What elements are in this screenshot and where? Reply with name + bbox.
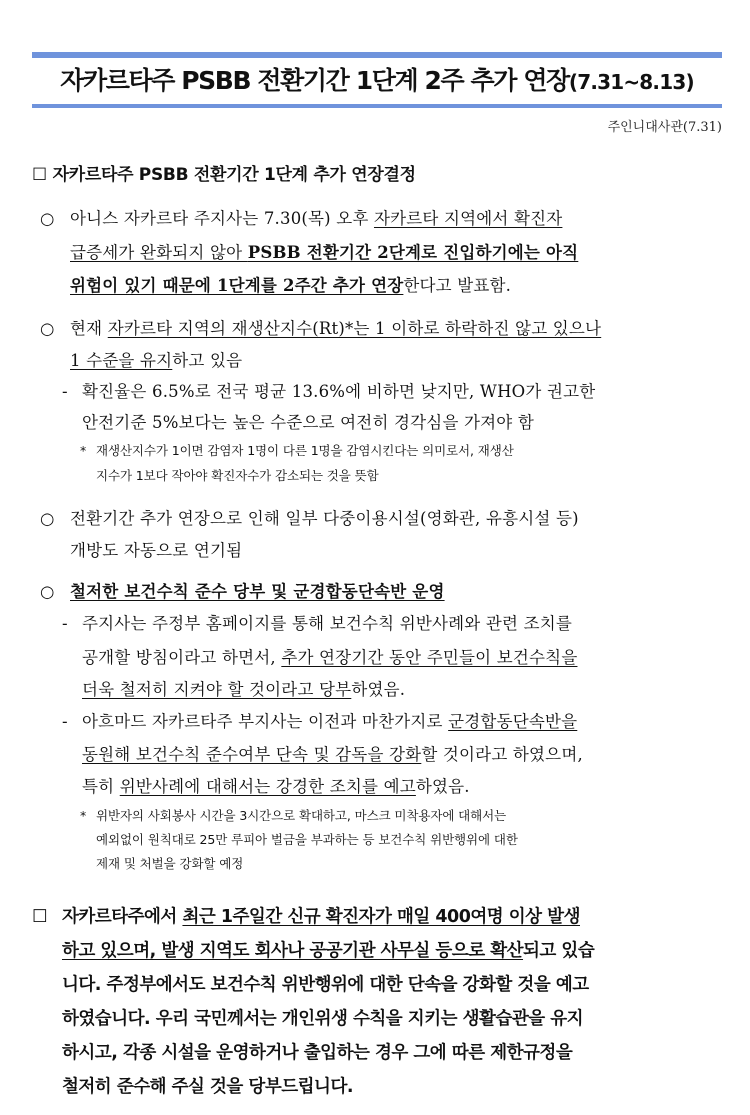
p2-line1 xyxy=(40,315,601,339)
p2-note-text: 지수가 1보다 작아야 확진자수가 감소되는 것을 뜻함 xyxy=(96,468,379,483)
section2-line1 xyxy=(32,903,580,928)
section2-underlined: 하고 있으며, 발생 지역도 회사나 공공기관 사무실 등으로 확산 xyxy=(62,941,524,961)
p1-line1 xyxy=(40,205,562,229)
title-bottom-rule xyxy=(32,104,722,108)
circle-marker: ○ xyxy=(40,582,55,601)
p4-heading xyxy=(40,578,445,602)
p1-text: 한다고 발표함. xyxy=(403,276,512,295)
p4-sub1-text: 공개할 방침이라고 하면서, xyxy=(82,648,282,667)
p1-text: 아니스 자카르타 주지사는 7.30(목) 오후 xyxy=(70,209,374,228)
p2-sub-text: 안전기준 5%보다는 높은 수준으로 여전히 경각심을 가져야 함 xyxy=(82,413,535,432)
p4-sub1-text: 주지사는 주정부 홈페이지를 통해 보건수칙 위반사례와 관련 조치를 xyxy=(82,614,573,633)
p3-text: 개방도 자동으로 연기됨 xyxy=(70,541,243,560)
p4-sub2-text: 특히 xyxy=(82,777,120,796)
title-top-rule xyxy=(32,52,722,58)
page-title xyxy=(32,60,722,102)
section2-line5 xyxy=(62,1039,572,1064)
section2-line3 xyxy=(62,971,589,996)
section2-line4 xyxy=(62,1005,583,1030)
byline: 주인니대사관(7.31) xyxy=(607,120,722,135)
p4-heading-text: 철저한 보건수칙 준수 당부 및 군경합동단속반 운영 xyxy=(70,582,445,601)
p4-sub2-text: 하였음. xyxy=(415,777,470,796)
p4-sub2-line1 xyxy=(62,708,577,732)
p2-underlined: 1 수준을 유지 xyxy=(70,351,173,370)
p3-line1 xyxy=(40,505,579,529)
circle-marker: ○ xyxy=(40,509,55,528)
p2-note-line2 xyxy=(96,466,379,484)
section2-text: 하시고, 각종 시설을 운영하거나 출입하는 경우 그에 따른 제한규정을 xyxy=(62,1043,573,1063)
p2-note-text: 재생산지수가 1이면 감염자 1명이 다른 1명을 감염시킨다는 의미로서, 재생산 xyxy=(96,443,514,458)
section1-heading xyxy=(32,160,416,185)
p4-note-line1 xyxy=(80,806,506,824)
title-main: 자카르타주 PSBB 전환기간 1단계 2주 추가 연장 xyxy=(60,66,569,95)
p4-sub1-underlined: 더욱 철저히 지켜야 할 것이라고 당부 xyxy=(82,680,352,699)
p4-sub1-line2 xyxy=(82,644,577,668)
p4-sub2-underlined: 군경합동단속반을 xyxy=(448,712,578,731)
p4-note-line2 xyxy=(96,830,518,848)
p4-note-text: 위반자의 사회봉사 시간을 3시간으로 확대하고, 마스크 미착용자에 대해서는 xyxy=(96,808,507,823)
p3-line2 xyxy=(70,537,242,561)
p2-sub-line2 xyxy=(82,409,534,433)
p4-note-text: 예외없이 원칙대로 25만 루피아 벌금을 부과하는 등 보건수칙 위반행위에 대한 xyxy=(96,832,518,847)
p2-sub-text: 확진율은 6.5%로 전국 평균 13.6%에 비하면 낮지만, WHO가 권고한 xyxy=(82,382,596,401)
section2-text: 되고 있습 xyxy=(523,941,595,961)
p4-sub2-line3 xyxy=(82,773,470,797)
p4-sub2-text: 할 것이라고 하였으며, xyxy=(421,745,583,764)
p4-note-text: 제재 및 처벌을 강화할 예정 xyxy=(96,856,244,871)
p4-sub2-underlined: 위반사례에 대해서는 강경한 조치를 예고 xyxy=(119,777,416,796)
p2-text: 하고 있음 xyxy=(172,351,243,370)
section2-text: 철저히 준수해 주실 것을 당부드립니다. xyxy=(62,1077,353,1097)
dash-marker: - xyxy=(62,614,68,633)
circle-marker: ○ xyxy=(40,209,55,228)
section2-text: 자카르타주에서 xyxy=(62,907,183,927)
p1-underlined: 급증세가 완화되지 않아 xyxy=(70,243,248,262)
p4-sub2-underlined: 동원해 보건수칙 준수여부 단속 및 감독을 강화 xyxy=(82,745,422,764)
circle-marker: ○ xyxy=(40,319,55,338)
title-date: (7.31~8.13) xyxy=(568,70,694,94)
p4-note-line3 xyxy=(96,854,243,872)
dash-marker: - xyxy=(62,712,68,731)
section2-text: 니다. 주정부에서도 보건수칙 위반행위에 대한 단속을 강화할 것을 예고 xyxy=(62,975,589,995)
p1-line2 xyxy=(70,239,578,263)
section2-line2 xyxy=(62,937,594,962)
square-marker: ☐ xyxy=(32,907,48,927)
p2-underlined: 자카르타 지역의 재생산지수(Rt)*는 1 이하로 하락하진 않고 있으나 xyxy=(107,319,602,338)
p4-sub1-underlined: 추가 연장기간 동안 주민들이 보건수칙을 xyxy=(281,648,578,667)
p1-underlined: 자카르타 지역에서 확진자 xyxy=(373,209,563,228)
section1-heading-text: 자카르타주 PSBB 전환기간 1단계 추가 연장결정 xyxy=(52,165,416,185)
p2-sub-line1 xyxy=(62,378,595,402)
p2-note-line1 xyxy=(80,441,514,459)
p4-sub2-text: 아흐마드 자카르타주 부지사는 이전과 마찬가지로 xyxy=(82,712,449,731)
dash-marker: - xyxy=(62,382,68,401)
star-marker: * xyxy=(80,443,87,458)
p1-bold-underlined: 위험이 있기 때문에 1단계를 2주간 추가 연장 xyxy=(70,276,404,295)
square-marker: ☐ xyxy=(32,165,47,185)
p4-sub1-line3 xyxy=(82,676,405,700)
p2-line2 xyxy=(70,347,242,371)
star-marker: * xyxy=(80,808,87,823)
section2-line6 xyxy=(62,1073,353,1098)
p1-line3 xyxy=(70,272,511,296)
section2-text: 하였습니다. 우리 국민께서는 개인위생 수칙을 지키는 생활습관을 유지 xyxy=(62,1009,584,1029)
p4-sub1-line1 xyxy=(62,610,572,634)
p3-text: 전환기간 추가 연장으로 인해 일부 다중이용시설(영화관, 유흥시설 등) xyxy=(70,509,579,528)
p4-sub2-line2 xyxy=(82,741,583,765)
p4-sub1-text: 하였음. xyxy=(351,680,406,699)
p2-text: 현재 xyxy=(70,319,108,338)
section2-underlined: 최근 1주일간 신규 확진자가 매일 400여명 이상 발생 xyxy=(182,907,580,927)
p1-bold-underlined: PSBB 전환기간 2단계로 진입하기에는 아직 xyxy=(247,243,579,262)
